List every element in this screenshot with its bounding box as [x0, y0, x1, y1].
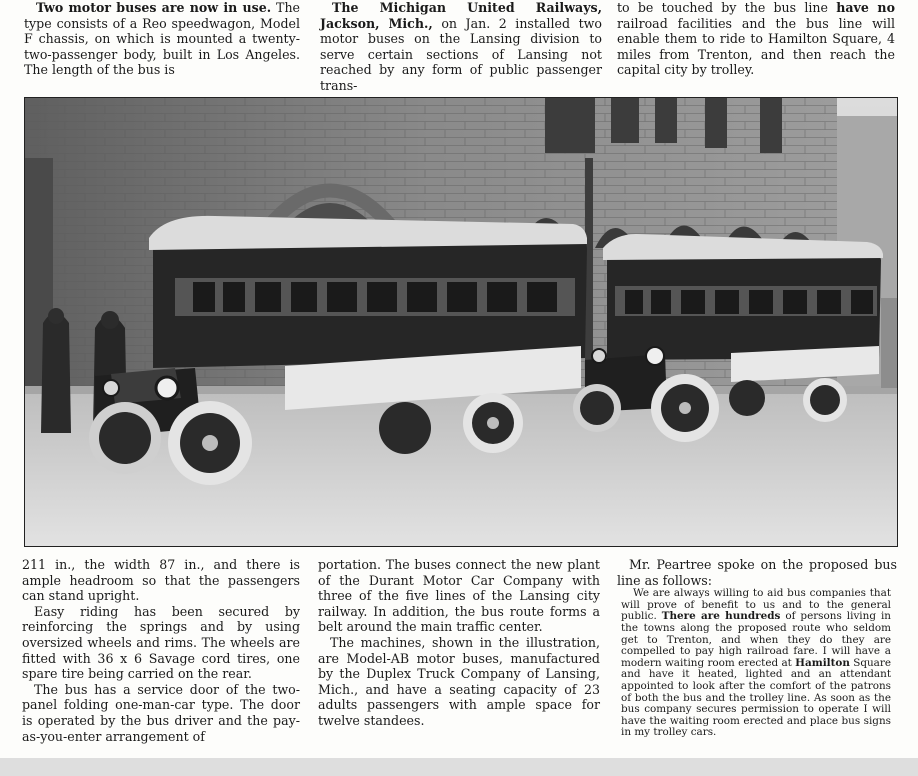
quote-bold-2: Hamilton [795, 656, 850, 669]
top-col2-lead: The Michigan United Railways, Jackson, Mich., [320, 0, 602, 31]
top-column-1 [24, 0, 300, 78]
top-col3-text-a: to be touched by the bus line [617, 0, 837, 15]
top-col3-bold: have no [836, 0, 895, 15]
top-col1-lead: Two motor buses are now in use. [36, 0, 272, 15]
quote-part-c: Square and have it heated, lighted and an attendant appointed to look after the comfort of the patrons of both the bus and the trolley line. As soon as the bus company secures permission to operate I will have the waiting room erected and place bus signs in my trolley cars. [621, 656, 891, 739]
bottom-column-2 [318, 557, 600, 729]
bottom-col1-p3: The bus has a service door of the two-panel folding one-man-car type. The door is operated by the bus driver and the pay-as-you-enter arrangement of [22, 681, 300, 744]
bus-photo-drawing [25, 98, 897, 546]
top-col2-text: on Jan. 2 installed two motor buses on the Lansing division to serve certain sections of Lansing not reached by any form of public passenger trans- [320, 15, 602, 93]
top-col3-text-b: railroad facilities and the bus line will enable them to ride to Hamilton Square, 4 miles from Trenton, and then reach the capital city by trolley. [617, 15, 895, 78]
bottom-column-3 [617, 557, 897, 739]
quote-bold-1: There are hundreds [661, 610, 781, 623]
quote-part-b: of persons living in the towns along the proposed route who seldom get to Trenton, and when they do they are compelled to pay high railroad fare. I will have a modern waiting room erected at [621, 610, 891, 669]
quote-part-a: We are always willing to aid bus companies that will prove of benefit to us and to the general public. [621, 587, 891, 623]
bottom-scroll-strip [0, 758, 918, 776]
bottom-col1-p1: 211 in., the width 87 in., and there is ample headroom so that the passengers can stand upright. [22, 557, 300, 604]
bottom-col3-intro: Mr. Peartree spoke on the proposed bus line as follows: [617, 557, 897, 588]
top-col1-text: The type consists of a Reo speedwagon, Model F chassis, on which is mounted a twenty-two-passenger body, built in Los Angeles. The length of the bus is [24, 0, 301, 78]
bottom-col1-p2: Easy riding has been secured by reinforcing the springs and by using oversized wheels and rims. The wheels are fitted with 36 x 6 Savage cord tires, one spare tire being carried on the rear. [22, 603, 300, 682]
top-column-3 [617, 0, 895, 78]
top-column-2 [320, 0, 602, 94]
bottom-col2-p2: The machines, shown in the illustration, are Model-AB motor buses, manufactured by the Duplex Truck Company of Lansing, Mich., and have a seating capacity of 23 adults passengers with ample space for twelve standees. [318, 634, 600, 728]
bottom-col2-p1: portation. The buses connect the new plant of the Durant Motor Car Company with three of the five lines of the Lansing city railway. In addition, the bus route forms a belt around the main traffic center. [318, 557, 600, 635]
peartree-quote [617, 588, 897, 739]
bus-photograph [24, 97, 898, 547]
bottom-column-1 [22, 557, 300, 744]
